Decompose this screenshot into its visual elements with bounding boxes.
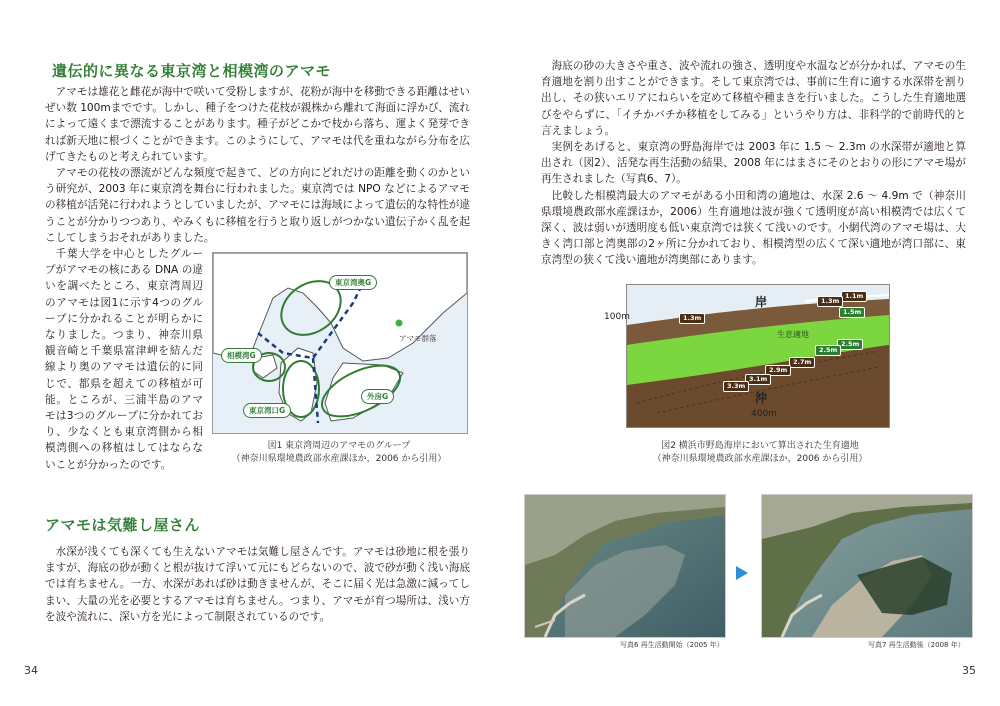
depth-tag: 1.1m	[841, 291, 867, 302]
figure-1-caption	[212, 440, 466, 466]
aerial-photo-after	[762, 495, 972, 637]
paragraph: 実例をあげると、東京湾の野島海岸では 2003 年に 1.5 ～ 2.3m の水深帯が適地と算出され（図2）、活発な再生活動の結果、2008 年にはまさにそのとおりの形にアマモ場が再生されました（写真6、7）。	[541, 141, 966, 186]
page-number-left: 34	[24, 664, 38, 677]
page-number-right: 35	[962, 664, 976, 677]
label-sagami-bay-group: 相模湾G	[221, 348, 262, 363]
depth-tag: 2.5m	[815, 345, 841, 356]
right-text-block	[541, 58, 966, 269]
label-width: 400m	[751, 409, 777, 419]
paragraph: 比較した相模湾最大のアマモがある小田和湾の適地は、水深 2.6 ～ 4.9m で（神奈川県環境農政部水産課ほか，2006）生育適地は波が強くて透明度が高い相模湾では広くて深く、波は弱いが透明度も低い東京湾では狭くて浅いのです。小網代湾のアマモ場は、大きく湾口部と湾奥部の2ヶ所に分かれており、相模湾型の広くて深い適地が湾口部に、東京湾型の狭くて浅い適地が湾奥部にあります。	[541, 189, 966, 267]
caption-source: （神奈川県環境農政部水産課ほか，2006 から引用）	[231, 454, 447, 464]
depth-tag: 3.1m	[745, 374, 771, 385]
left-text-narrow	[45, 246, 203, 473]
arrow-right-icon	[736, 566, 748, 580]
paragraph: 千葉大学を中心としたグループがアマモの核にある DNA の違いを調べたところ、東京湾周辺のアマモは図1に示す4つのグループに分かれることが明らかになりました。つまり、神奈川県観音崎と千葉県富津岬を結んだ線より奥のアマモは遺伝的に同じで、都県を超えての移植が可能。ところが、三浦半島のアマモは3つのグループに分かれており、少なくとも東京湾側から相模湾側への移植はしてはならないことが分かったのです。	[45, 248, 203, 471]
left-text-block-1	[45, 84, 470, 246]
section-heading-genetic: 遺伝的に異なる東京湾と相模湾のアマモ	[52, 62, 332, 80]
caption-source: （神奈川県環境農政部水産課ほか，2006 から引用）	[652, 454, 868, 464]
photo-6-caption: 写真6 再生活動開始（2005 年）	[620, 641, 724, 649]
figure-2-cross-section	[626, 284, 890, 428]
label-depth-scale: 100m	[604, 312, 630, 322]
figure-1-map	[212, 252, 468, 434]
depth-tag: 1.3m	[679, 313, 705, 324]
caption-line: 図2 横浜市野島海岸において算出された生育適地	[661, 441, 859, 451]
label-offshore: 沖	[755, 391, 768, 405]
label-tokyo-bay-inner-group: 東京湾奥G	[329, 275, 377, 290]
depth-tag: 2.7m	[789, 357, 815, 368]
caption-line: 図1 東京湾周辺のアマモのグループ	[267, 441, 411, 451]
paragraph: アマモの花枝の漂流がどんな頻度で起きて、どの方向にどれだけの距離を動くのかという研究が、2003 年に東京湾を舞台に行われました。東京湾では NPO などによるアマモの移植が活発に行われようとしていましたが、アマモには海域によって遺伝的な特性が違うことが分かりつつあり、やみくもに移植を行うと取り返しがつかない遺伝子かく乱を起こしてしまうおそれがありました。	[45, 167, 470, 244]
photo-7-aerial-2008	[761, 494, 973, 638]
label-sotobo-group: 外房G	[361, 389, 394, 404]
left-text-block-2	[45, 544, 470, 625]
photo-7-caption: 写真7 再生活動後（2008 年）	[868, 641, 965, 649]
depth-tag: 1.3m	[817, 296, 843, 307]
legend-eelgrass-bed: アマモ群落	[399, 334, 437, 343]
label-shore: 岸	[755, 295, 768, 309]
aerial-photo-before	[525, 495, 725, 637]
depth-tag: 3.3m	[723, 381, 749, 392]
paragraph: アマモは雄花と雌花が海中で咲いて受粉しますが、花粉が海中を移動できる距離はせいぜい数 100mまでです。しかし、種子をつけた花枝が親株から離れて海面に浮かび、流れによって遠くまで漂流することがあります。種子がどこかで枝から落ち、運よく発芽できれば新天地に根づくことができます。このようにして、アマモは代を重ねながら分布を広げてきたものと考えられています。	[45, 86, 470, 163]
section-heading-picky: アマモは気難し屋さん	[45, 516, 201, 534]
label-habitat-zone: 生息適地	[777, 330, 809, 339]
figure-2-caption	[610, 440, 910, 466]
photo-6-aerial-2005	[524, 494, 726, 638]
depth-tag: 2.9m	[765, 365, 791, 376]
label-tokyo-bay-mouth-group: 東京湾口G	[243, 403, 291, 418]
depth-tag: 1.5m	[839, 307, 865, 318]
paragraph: 水深が浅くても深くても生えないアマモは気難し屋さんです。アマモは砂地に根を張りますが、海底の砂が動くと根が抜けて浮いて元にもどらないので、波で砂が動く浅い海底では育ちません。一方、水深があれば砂は動きませんが、そこに届く光は急激に減ってしまい、大量の光を必要とするアマモは育ちません。つまり、アマモが育つ場所は、浅い方を波や流れに、深い方を光によって制限されているのです。	[45, 546, 470, 623]
paragraph: 海底の砂の大きさや重さ、波や流れの強さ、透明度や水温などが分かれば、アマモの生育適地を割り出すことができます。そして東京湾では、事前に生育に適する水深帯を割り出し、その狭いエリアにねらいを定めて移植や種まきを行いました。こうした生育適地選びをやらずに、「イチかバチか移植をしてみる」というやり方は、非科学的で前時代的と言えましょう。	[541, 60, 966, 137]
depth-tag: 2.5m	[837, 339, 863, 350]
